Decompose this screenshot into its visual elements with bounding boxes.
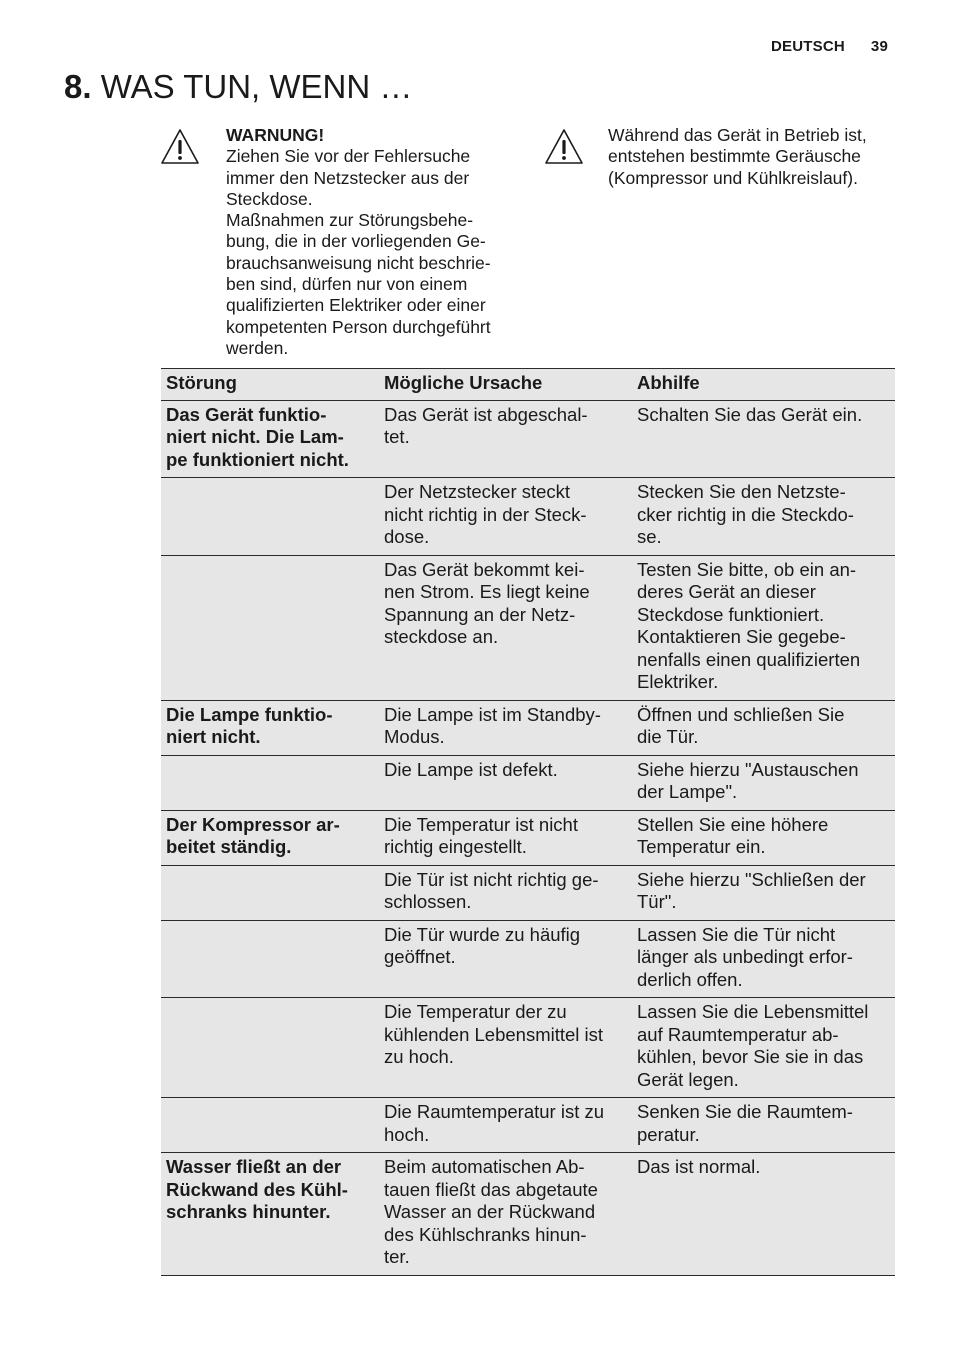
warning-triangle-icon xyxy=(544,128,584,165)
warning-text: Ziehen Sie vor der Fehlersuche immer den Netzstecker aus der Steckdose. Maßnahmen zur Störungsbehe- bung, die in der vorliegenden Ge- brauchsanweisung nicht beschrie- ben sind, dürfen nur von einem qualifizierten Elektriker oder einer kompetenten Person durchgeführt werden. xyxy=(226,146,491,358)
remedy-cell: Stellen Sie eine höhere Temperatur ein. xyxy=(632,810,895,865)
table-header-row xyxy=(161,369,895,401)
cause-cell: Beim automatischen Ab- tauen fließt das abgetaute Wasser an der Rückwand des Kühlschranks hinun- ter. xyxy=(379,1153,632,1276)
warning-title: WARNUNG! xyxy=(226,125,325,145)
problem-cell: Das Gerät funktio- niert nicht. Die Lam- pe funktioniert nicht. xyxy=(161,400,379,478)
cause-cell: Die Tür ist nicht richtig ge- schlossen. xyxy=(379,865,632,920)
header-language: DEUTSCH xyxy=(771,38,845,55)
remedy-cell: Siehe hierzu "Austauschen der Lampe". xyxy=(632,755,895,810)
table-row xyxy=(161,700,895,755)
cause-cell: Die Lampe ist defekt. xyxy=(379,755,632,810)
problem-cell xyxy=(161,555,379,700)
problem-cell xyxy=(161,998,379,1098)
cause-cell: Der Netzstecker steckt nicht richtig in der Steck- dose. xyxy=(379,478,632,556)
remedy-cell: Schalten Sie das Gerät ein. xyxy=(632,400,895,478)
problem-cell: Der Kompressor ar- beitet ständig. xyxy=(161,810,379,865)
section-number: 8. xyxy=(64,68,92,105)
cause-cell: Die Tür wurde zu häufig geöffnet. xyxy=(379,920,632,998)
cause-cell: Das Gerät bekommt kei- nen Strom. Es liegt keine Spannung an der Netz- steckdose an. xyxy=(379,555,632,700)
remedy-cell: Senken Sie die Raumtem- peratur. xyxy=(632,1098,895,1153)
cause-cell: Die Temperatur der zu kühlenden Lebensmittel ist zu hoch. xyxy=(379,998,632,1098)
table-row xyxy=(161,1098,895,1153)
warning-triangle-icon xyxy=(160,128,200,165)
remedy-cell: Öffnen und schließen Sie die Tür. xyxy=(632,700,895,755)
remedy-cell: Testen Sie bitte, ob ein an- deres Gerät an dieser Steckdose funktioniert. Kontaktieren Sie gegebe- nenfalls einen qualifizierten Elektriker. xyxy=(632,555,895,700)
cause-cell: Das Gerät ist abgeschal- tet. xyxy=(379,400,632,478)
page-header xyxy=(771,38,888,55)
remedy-cell: Lassen Sie die Tür nicht länger als unbedingt erfor- derlich offen. xyxy=(632,920,895,998)
remedy-cell: Stecken Sie den Netzste- cker richtig in die Steckdo- se. xyxy=(632,478,895,556)
column-header-problem: Störung xyxy=(161,369,379,401)
cause-cell: Die Temperatur ist nicht richtig eingestellt. xyxy=(379,810,632,865)
problem-cell xyxy=(161,755,379,810)
section-title xyxy=(64,68,412,106)
table-row xyxy=(161,478,895,556)
table-row xyxy=(161,400,895,478)
troubleshooting-table xyxy=(161,368,895,1276)
table-row xyxy=(161,920,895,998)
cause-cell: Die Raumtemperatur ist zu hoch. xyxy=(379,1098,632,1153)
problem-cell xyxy=(161,920,379,998)
remedy-cell: Lassen Sie die Lebensmittel auf Raumtemperatur ab- kühlen, bevor Sie sie in das Gerät legen. xyxy=(632,998,895,1098)
section-title-text: WAS TUN, WENN … xyxy=(100,68,413,105)
table-row xyxy=(161,810,895,865)
table-row xyxy=(161,755,895,810)
table-row xyxy=(161,998,895,1098)
table-row xyxy=(161,865,895,920)
table-row xyxy=(161,555,895,700)
remedy-cell: Das ist normal. xyxy=(632,1153,895,1276)
problem-cell xyxy=(161,478,379,556)
column-header-cause: Mögliche Ursache xyxy=(379,369,632,401)
caution-text: Während das Gerät in Betrieb ist, entstehen bestimmte Geräusche (Kompressor und Kühlkreislauf). xyxy=(608,125,867,188)
problem-cell: Die Lampe funktio- niert nicht. xyxy=(161,700,379,755)
table-row xyxy=(161,1153,895,1276)
page-number: 39 xyxy=(870,38,888,55)
column-header-remedy: Abhilfe xyxy=(632,369,895,401)
problem-cell xyxy=(161,1098,379,1153)
problem-cell xyxy=(161,865,379,920)
remedy-cell: Siehe hierzu "Schließen der Tür". xyxy=(632,865,895,920)
cause-cell: Die Lampe ist im Standby- Modus. xyxy=(379,700,632,755)
problem-cell: Wasser fließt an der Rückwand des Kühl- schranks hinunter. xyxy=(161,1153,379,1276)
